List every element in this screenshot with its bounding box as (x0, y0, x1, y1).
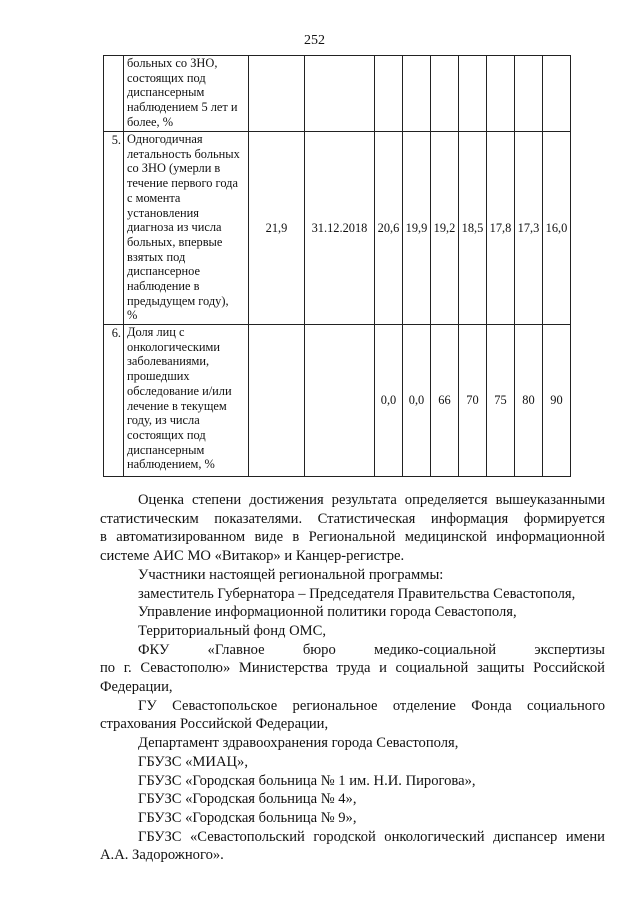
table-row (104, 132, 571, 325)
description-line: % (127, 308, 138, 323)
participant-item-continued: по г. Севастополю» Министерства труда и социальной защиты Российской (100, 660, 605, 677)
year-value (459, 56, 487, 132)
description-line: заболеваниями, (127, 354, 210, 369)
year-value (431, 56, 459, 132)
word: бюро (302, 641, 336, 658)
description-line: наблюдением, % (127, 457, 215, 472)
base-value (249, 325, 305, 477)
indicator-description (124, 56, 249, 132)
description-line: Одногодичная (127, 132, 203, 146)
description-line: взятых под (127, 249, 186, 264)
description-line: более, % (127, 114, 174, 129)
year-value: 19,9 (403, 132, 431, 325)
indicator-description (124, 132, 249, 325)
year-value: 75 (487, 325, 515, 477)
word: «Главное (207, 641, 265, 658)
base-value (249, 56, 305, 132)
year-value: 17,3 (515, 132, 543, 325)
paragraph-line: статистическим показателями. Статистическая информация формируется (100, 510, 605, 527)
year-value: 0,0 (375, 325, 403, 477)
participant-item-fku (100, 641, 605, 660)
row-number: 5. (104, 132, 124, 325)
description-line: году, из числа (127, 413, 200, 428)
paragraph-line: Оценка степени достижения результата определяется вышеуказанными (138, 492, 605, 508)
paragraph-line: в автоматизированном виде в Региональной медицинской информационной (100, 529, 605, 546)
description-line: прошедших (127, 369, 190, 384)
year-value: 19,2 (431, 132, 459, 325)
base-value: 21,9 (249, 132, 305, 325)
year-value: 17,8 (487, 132, 515, 325)
base-date (305, 56, 375, 132)
participant-item: заместитель Губернатора – Председателя Правительства Севастополя, (138, 585, 576, 602)
row-number: 6. (104, 325, 124, 477)
indicators-table (103, 55, 571, 477)
description-line: диспансерное (127, 264, 201, 279)
participant-item-continued: страхования Российской Федерации, (100, 716, 329, 733)
description-line: течение первого года (127, 176, 238, 191)
row-number (104, 56, 124, 132)
description-line: со ЗНО (умерли в (127, 161, 221, 176)
description-line: диспансерным (127, 442, 205, 457)
paragraph-line: системе АИС МО «Витакор» и Канцер-регистре. (100, 548, 405, 565)
description-line: состоящих под (127, 70, 206, 85)
year-value: 70 (459, 325, 487, 477)
participant-item-continued: Федерации, (100, 679, 173, 696)
description-line: больных со ЗНО, (127, 56, 218, 70)
base-date (305, 325, 375, 477)
participant-item: ГБУЗС «Городская больница № 4», (138, 791, 357, 808)
year-value: 20,6 (375, 132, 403, 325)
table-row (104, 325, 571, 477)
description-line: Доля лиц с (127, 325, 185, 339)
participant-item: ГБУЗС «Городская больница № 1 им. Н.И. Пирогова», (138, 772, 476, 789)
description-line: диспансерным (127, 85, 205, 100)
description-line: онкологическими (127, 339, 221, 354)
base-date: 31.12.2018 (305, 132, 375, 325)
description-line: установления (127, 205, 199, 220)
participant-item-continued: А.А. Задорожного». (100, 847, 224, 864)
year-value: 0,0 (403, 325, 431, 477)
description-line: лечение в текущем (127, 398, 227, 413)
year-value (375, 56, 403, 132)
description-line: летальность больных (127, 146, 240, 161)
word: медико-социальной (374, 641, 497, 658)
participant-item: ГБУЗС «МИАЦ», (138, 753, 248, 770)
year-value: 18,5 (459, 132, 487, 325)
year-value: 90 (543, 325, 571, 477)
participant-item: ГБУЗС «Городская больница № 9», (138, 809, 357, 826)
participant-item: Управление информационной политики города Севастополя, (138, 604, 517, 621)
table-row (104, 56, 571, 132)
participant-item: ГБУЗС «Севастопольский городской онкологический диспансер имени (138, 828, 605, 845)
year-value (515, 56, 543, 132)
year-value (487, 56, 515, 132)
year-value: 80 (515, 325, 543, 477)
year-value (543, 56, 571, 132)
description-line: наблюдением 5 лет и (127, 100, 238, 115)
description-line: больных, впервые (127, 234, 223, 249)
description-line: с момента (127, 190, 181, 205)
participant-item: Территориальный фонд ОМС, (138, 622, 326, 639)
description-line: обследование и/или (127, 383, 232, 398)
participant-item: ГУ Севастопольское региональное отделение Фонда социального (138, 697, 605, 714)
year-value (403, 56, 431, 132)
description-line: диагноза из числа (127, 220, 222, 235)
year-value: 16,0 (543, 132, 571, 325)
indicator-description (124, 325, 249, 477)
participant-item: Департамент здравоохранения города Севастополя, (138, 735, 459, 752)
word: ФКУ (138, 641, 170, 658)
year-value: 66 (431, 325, 459, 477)
participants-intro: Участники настоящей региональной программы: (138, 566, 444, 583)
body-text (100, 491, 605, 865)
description-line: состоящих под (127, 427, 206, 442)
description-line: предыдущем году), (127, 293, 229, 308)
page-number: 252 (304, 33, 325, 48)
description-line: наблюдение в (127, 279, 200, 294)
word: экспертизы (534, 641, 605, 658)
